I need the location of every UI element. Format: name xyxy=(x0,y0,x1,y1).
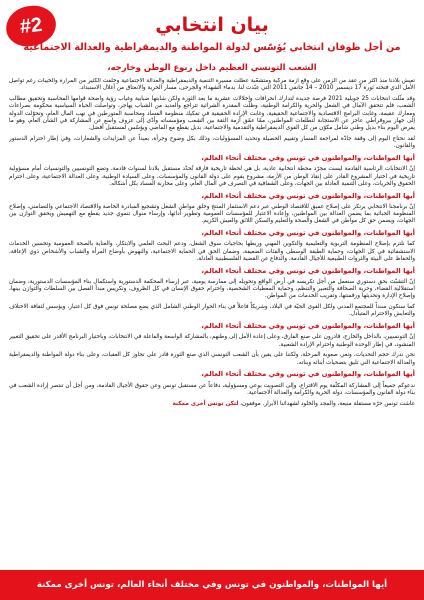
section-address: أيها المواطنات، والمواطنون في تونس وفي مختلف أنحاء العالم، xyxy=(201,266,415,275)
body-paragraph xyxy=(9,401,415,408)
body-paragraph: وقد مثّلت انتخابات 25 جويلية 2021 فرصة جديدة لتدارك انحرافات واخلالات عشرية ما بعد الثورة ولكن شابتها ضبابية وغياب رؤية واضحة قوامها المحاسبة وتحقيق مطالب الشعب، فلم تتحقق الآمال في الشغل والحرية والكرامة الوطنية، وظلّت المقدرة الشرائية تتراجع والعديد من الشباب يهاجر، وتواصلت الحياة السياسية محكومة بصراعات ومعارك عقيمة، وغابت البرامج الاقتصادية والاجتماعية الحقيقية، وغابت الإرادة الحقيقية في تفكيك منظومة الفساد ومحاسبة المتورطين في نهب المال العام، وتحوّلت الدولة إلى جهاز بيروقراطي عاجز عن الاستجابة لتطلعات المواطنين، ممّا عمّق أزمة الثقة بين الشعب ومؤسساته وأدّى إلى عزوف واسع عن المشاركة في الشأن العام، وهو ما يفرض اليوم بناء بديل وطني شامل مكوّن من كل القوى الديمقراطية والتقدمية والاجتماعية، بديل يقطع مع الماضي ويؤسّس لمستقبل أفضل. xyxy=(9,96,415,132)
number-badge: #2 xyxy=(4,3,58,48)
section-address: أيها المواطنات، والمواطنون في تونس وفي مختلف أنحاء العالم، xyxy=(201,370,415,379)
body-paragraph: إنّ التونسيين، بالداخل والخارج، قادرون على صنع الفارق، وعلى إعادة الأمل إلى وطنهم، بالمشاركة الواسعة والفاعلة في الانتخابات، وباختيار البرنامج الأقدر على تحقيق التغيير المنشود، في إطار الوحدة الوطنية واحترام الإرادة الشعبية. xyxy=(9,334,415,348)
page-title: بيان انتخابي xyxy=(155,14,269,36)
section-address: أيها المواطنات، والمواطنون في تونس وفي مختلف أنحاء العالم، xyxy=(201,154,415,163)
footer-slogan: أيها المواطنات، والمواطنون في تونس وفي مختلف أنحاء العالم، تونس أخرى ممكنة xyxy=(0,570,424,600)
highlighted-slogan: لتكن تونس أخرى ممكنة xyxy=(172,400,239,407)
body-paragraph: إنّ التشبّث بحق دستوري سنعمل من أجل تكريسه في أرض الواقع وتحويله إلى ممارسة يومية، عبر إرساء المحكمة الدستورية واستكمال بناء المؤسسات الدستورية، وضمان استقلالية القضاء، وحرية الصحافة والتعبير والتنظم، وحماية المعطيات الشخصية، واحترام حقوق الإنسان في كل الظروف، وتكريس مبدأ الفصل بين السلطات والتوازن بينها، وإصلاح الإدارة وتحديثها ورقمنتها، وتقريب الخدمات من المواطن. xyxy=(9,278,415,300)
body-paragraph: إنّ الانتخابات الرئاسية القادمة ليست مجرّد محطة انتخابية عادية، بل هي لحظة تاريخية فارقة تُحدّد مستقبل بلادنا لسنوات قادمة، وتضع التونسيين والتونسيات أمام مسؤولية تاريخية في اختيار المشروع القادر على إنقاذ الوطن من الأزمة، مشروع يقوم على دولة القانون والمؤسسات، وعلى السيادة الوطنية، وعلى العدالة الاجتماعية، وعلى احترام الحقوق والحريات، وعلى التنمية العادلة بين الجهات، وعلى الشفافية في التصرف في المال العام، وعلى محاربة الفساد بكل أشكاله. xyxy=(9,166,415,187)
body-paragraph: كما سنكون سنداً للمجتمع المدني ولكل القوى الحيّة في البلاد، وشريكاً فاعلاً في بناء الحوار الوطني الشامل الذي يضع مصلحة تونس فوق كل اعتبار، ويؤسس لثقافة الاختلاف والتعايش والاحترام المتبادل. xyxy=(9,304,415,318)
body-paragraph: تعيش بلادنا منذ أكثر من عقد من الزمن على وقع أزمة مركّبة ومتشعّبة عطّلت مسيرة التنمية والديمقراطية والعدالة الاجتماعية وخلّفت الكثير من المرارة والخيبات رغم تواصل الأمل الذي فتحته ثورة 17 ديسمبر 2010 – 14 جانفي 2011 التي عبّدت لنا، بدماء الشهداء والجرحى، مسار الحرية والانعتاق من أغلال الاستبداد. xyxy=(9,78,415,92)
body-paragraph: كما نلتزم بإصلاح المنظومة التربوية والتعليمية والتكوين المهني وربطها بحاجيات سوق الشغل، ودعم البحث العلمي والابتكار، والعناية بالصحة العمومية وتحسين الخدمات الاستشفائية في كل الجهات، وحماية الطبقة الوسطى والفئات الضعيفة، وضمان الحق في الحماية الاجتماعية، والنهوض بأوضاع المرأة والشباب والأشخاص ذوي الإعاقة، والحفاظ على البيئة والثروات الطبيعية للأجيال القادمة، والدفاع عن القضية الفلسطينية العادلة. xyxy=(9,241,415,262)
body-paragraph: ندعوكم جميعاً إلى المشاركة المكثّفة يوم الاقتراع، وإلى التصويت بوعي ومسؤولية، دفاعاً عن مستقبل تونس وعن حقوق الأجيال القادمة، ومن أجل أن تنتصر إرادة الشعب في بناء دولة القانون والمؤسسات، دولة الحرية والكرامة والعدالة الاجتماعية. xyxy=(9,382,415,396)
section-address: أيها المواطنات، والمواطنون في تونس وفي مختلف أنحاء العالم، xyxy=(201,191,415,200)
section-address: أيها المواطنات، والمواطنون في تونس وفي مختلف أنحاء العالم، xyxy=(201,229,415,238)
body-paragraph: لقد نحتاج اليوم إلى وقفة جادّة لمراجعة المسار وتقييم الحصيلة وتحديد المسؤوليات، وذلك بكل وضوح وجرأة، بعيداً عن المزايدات والشعارات، وفي إطار احترام الدستور والقانون. xyxy=(9,136,415,150)
opening-salutation: الشعب التونسي العظيم داخل ربوع الوطن وخارجه، xyxy=(107,62,317,72)
paragraph-text: عاشت تونس حرّة مستقلة منيعة، والمجد والخلود لشهدائنا الأبرار. xyxy=(260,400,415,407)
body-paragraph: نحن ندرك حجم التحديات، ونعي صعوبة المرحلة، ولكننا على يقين بأن الشعب التونسي الذي صنع الثورة قادر على تجاوز كل العقبات، وعلى بناء دولة المواطنة والديمقراطية والعدالة الاجتماعية التي تليق بتضحيات أبنائه وبناته. xyxy=(9,352,415,366)
paragraph-lead: موفقون، xyxy=(238,400,261,407)
body-paragraph: إنّ برنامجنا الانتخابي يرتكز على إصلاح عميق للاقتصاد الوطني عبر دعم الاستثمار المنتج وخلق مواطن الشغل وتشجيع المبادرة الخاصة والاقتصاد الاجتماعي والتضامني، وإصلاح المنظومة الجبائية بما يضمن العدالة بين المواطنين، وإعادة الاعتبار للمؤسسات العمومية وتطوير أدائها، وإرساء منوال تنموي جديد يقطع مع التهميش ويحقق التوازن بين الجهات، ويضمن حق كل مواطن في الشغل والصحة والتعليم والسكن اللائق والعيش الكريم. xyxy=(9,203,415,225)
manifesto-body xyxy=(9,78,415,568)
page-subtitle: من أجل طوفان انتخابي يُؤسّس لدولة المواطنة والديمقراطية والعدالة الاجتماعية xyxy=(23,42,401,53)
section-address: أيها المواطنات، والمواطنون في تونس وفي مختلف أنحاء العالم، xyxy=(201,322,415,331)
